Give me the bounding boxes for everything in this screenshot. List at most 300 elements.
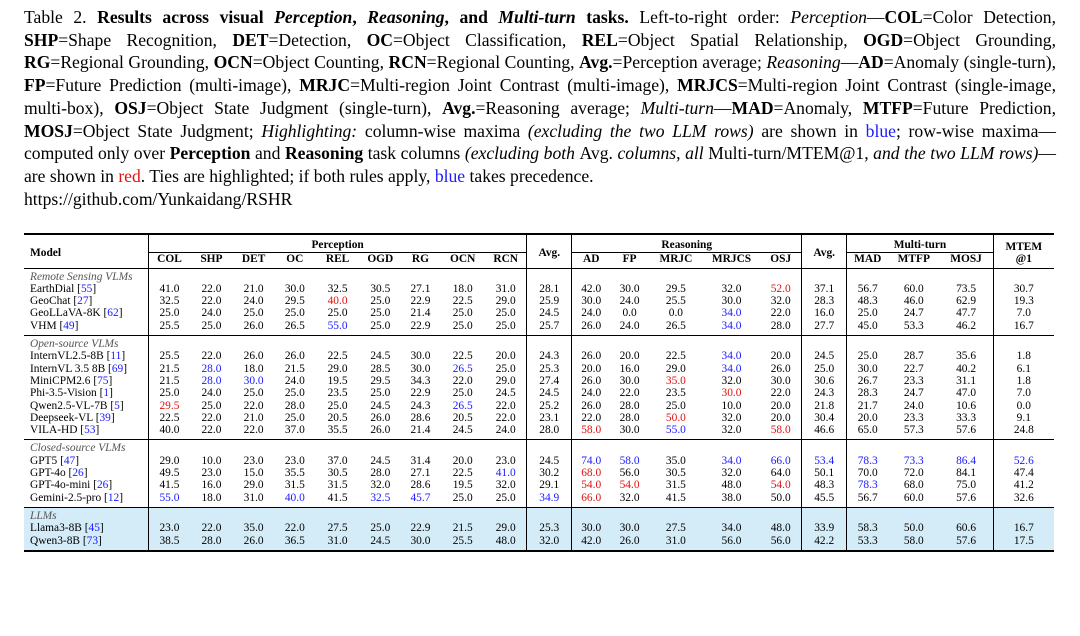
table-cell: 0.0 <box>622 307 637 320</box>
table-cell: 45.5 <box>802 492 847 508</box>
citation-link[interactable]: 11 <box>110 350 122 363</box>
table-cell: 24.0 <box>201 307 222 320</box>
table-cell: 6.1 <box>993 363 1054 375</box>
table-cell: 30.0 <box>572 522 610 534</box>
table-cell: 57.6 <box>940 535 994 551</box>
model-name: GeoChat [27] <box>30 295 93 308</box>
citation-link[interactable]: 75 <box>97 374 109 387</box>
table-cell: 25.0 <box>284 411 305 424</box>
table-cell: 25.0 <box>370 319 391 332</box>
model-name: InternVL 3.5 8B [69] <box>30 362 128 375</box>
table-section <box>24 507 1054 550</box>
table-cell: 30.5 <box>665 467 686 480</box>
table-cell: 73.3 <box>903 454 924 467</box>
table-cell: 73.5 <box>956 282 977 295</box>
citation-link[interactable]: 5 <box>114 399 120 412</box>
table-cell: 23.3 <box>903 374 924 387</box>
table-cell: 18.0 <box>201 491 222 504</box>
table-cell: 55.0 <box>327 319 348 332</box>
table-cell: 22.0 <box>495 399 516 412</box>
table-cell: 86.4 <box>956 454 977 467</box>
table-row <box>24 295 1054 307</box>
table-cell: 20.0 <box>770 411 791 424</box>
header-col-rg: RG <box>411 253 429 266</box>
table-cell: 24.0 <box>572 307 610 319</box>
table-header <box>24 234 1054 268</box>
table-cell: 16.7 <box>993 320 1054 336</box>
table-cell: 48.0 <box>760 522 801 534</box>
table-cell: 25.0 <box>243 387 264 400</box>
table-cell: 48.3 <box>802 479 847 491</box>
table-cell: 48.3 <box>847 295 888 307</box>
table-cell: 54.0 <box>770 479 791 492</box>
table-cell: 21.5 <box>284 362 305 375</box>
table-cell: 22.0 <box>201 295 222 308</box>
table-cell: 32.5 <box>149 295 190 307</box>
table-cell: 60.0 <box>903 491 924 504</box>
table-row <box>24 467 1054 479</box>
table-cell: 29.0 <box>495 295 516 308</box>
table-cell: 29.0 <box>665 362 686 375</box>
header-col-mad: MAD <box>847 253 888 268</box>
group-label: Open-source VLMs <box>30 338 119 351</box>
table-cell: 26.0 <box>572 375 610 387</box>
citation-link[interactable]: 26 <box>72 467 84 480</box>
table-cell: 30.0 <box>619 374 640 387</box>
table-cell: 52.0 <box>770 282 791 295</box>
table-cell: 25.5 <box>149 320 190 336</box>
model-name: GPT-4o-mini [26] <box>30 479 113 492</box>
table-cell: 53.3 <box>847 535 888 551</box>
model-name: InternVL2.5-8B [11] <box>30 350 126 363</box>
table-cell: 25.0 <box>360 522 401 534</box>
table-cell: 25.0 <box>149 387 190 399</box>
table-cell: 26.5 <box>284 319 305 332</box>
table-cell: 25.0 <box>847 307 888 319</box>
table-cell: 22.0 <box>201 282 222 295</box>
table-cell: 56.0 <box>703 535 761 551</box>
table-cell: 26.0 <box>233 535 274 551</box>
table-cell: 29.5 <box>370 374 391 387</box>
table-caption: Table 2. Results across visual Perception, Reasoning, and Multi-turn tasks. Left-to-right order: Perception—COL=Color Detection, SHP=Shape Recognition, DET=Detection, OC=Object Classification, REL=Object Spatial Relationship, OGD=Object Grounding, RG=Regional Grounding, OCN=Object Counting, RCN=Regional Counting, Avg.=Perception average; Reasoning—AD=Anomaly (single-turn), FP=Future Prediction (multi-image), MRJC=Multi-region Joint Contrast (multi-image), MRJCS=Multi-region Joint Contrast (single-image, multi-box), OSJ=Object State Judgment (single-turn), Avg.=Reasoning average; Multi-turn—MAD=Anomaly, MTFP=Future Prediction, MOSJ=Object State Judgment; Highlighting: column-wise maxima (excluding the two LLM rows) are shown in blue; row-wise maxima—computed only over Perception and Reasoning task columns (excluding both Avg. columns, all Multi-turn/MTEM@1, and the two LLM rows)—are shown in red. Ties are highlighted; if both rules apply, blue takes precedence. https://github.com/Yunkaidang/RSHR <box>24 7 1057 209</box>
table-cell: 56.0 <box>619 467 640 480</box>
table-cell: 32.0 <box>721 374 742 387</box>
table-cell: 32.0 <box>721 282 742 295</box>
table-cell: 28.0 <box>284 399 305 412</box>
table-cell: 30.0 <box>847 363 888 375</box>
table-cell: 22.5 <box>452 467 473 480</box>
citation-link[interactable]: 1 <box>103 387 110 400</box>
table-cell: 28.0 <box>527 424 572 440</box>
table-cell: 55.0 <box>665 424 686 437</box>
table-cell: 78.3 <box>847 479 888 491</box>
table-cell: 26.5 <box>665 319 686 332</box>
table-cell: 22.5 <box>665 350 686 363</box>
table-cell: 30.0 <box>243 374 264 387</box>
table-cell: 29.0 <box>327 362 348 375</box>
table-cell: 26.0 <box>610 535 649 551</box>
table-cell: 26.0 <box>770 362 791 375</box>
table-row <box>24 350 1054 362</box>
table-cell: 22.0 <box>243 399 264 412</box>
citation-link[interactable]: 39 <box>99 411 111 424</box>
table-cell: 23.3 <box>903 411 924 424</box>
table-cell: 32.0 <box>721 411 742 424</box>
table-cell: 25.5 <box>149 350 190 362</box>
table-cell: 26.0 <box>243 350 264 363</box>
table-cell: 25.0 <box>495 319 516 332</box>
table-cell: 40.0 <box>284 491 305 504</box>
table-cell: 25.0 <box>327 399 348 412</box>
table-cell: 68.0 <box>903 479 924 492</box>
table-cell: 27.4 <box>527 375 572 387</box>
table-cell: 27.7 <box>802 320 847 336</box>
table-cell: 25.3 <box>527 522 572 534</box>
model-name: Qwen3-8B [73] <box>24 535 149 551</box>
table-cell: 22.0 <box>274 522 315 534</box>
table-cell: 32.0 <box>619 491 640 504</box>
table-cell: 35.0 <box>233 522 274 534</box>
table-cell: 28.3 <box>802 295 847 307</box>
table-cell: 31.5 <box>284 479 305 492</box>
table-cell: 37.0 <box>284 424 305 437</box>
table-cell: 25.3 <box>527 363 572 375</box>
table-cell: 22.0 <box>495 411 516 424</box>
header-col-shp: SHP <box>200 253 223 266</box>
table-cell: 53.4 <box>802 455 847 467</box>
table-cell: 31.0 <box>315 535 359 551</box>
header-col-mtfp: MTFP <box>897 253 930 266</box>
table-cell: 48.0 <box>485 535 526 551</box>
table-cell: 25.0 <box>149 307 190 319</box>
table-cell: 32.0 <box>721 467 742 480</box>
table-cell: 24.8 <box>993 424 1054 440</box>
table-cell: 24.5 <box>802 350 847 362</box>
table-cell: 32.0 <box>495 479 516 492</box>
header-multiturn: Multi-turn <box>847 234 993 253</box>
table-cell: 22.0 <box>770 307 791 320</box>
table-cell: 20.0 <box>770 399 791 412</box>
table-cell: 37.0 <box>327 454 348 467</box>
table-cell: 21.7 <box>847 400 888 412</box>
table-cell: 0.0 <box>993 400 1054 412</box>
table-cell: 25.0 <box>847 350 888 362</box>
table-cell: 54.0 <box>572 479 610 491</box>
header-avg-perception: Avg. <box>527 234 572 268</box>
table-cell: 23.0 <box>201 467 222 480</box>
table-cell: 31.4 <box>410 454 431 467</box>
table-row <box>24 375 1054 387</box>
table-row <box>24 387 1054 399</box>
header-col-mrjcs: MRJCS <box>711 253 752 266</box>
header-col-ad: AD <box>572 253 610 268</box>
header-col-rel: REL <box>325 253 350 266</box>
table-cell: 28.6 <box>410 479 431 492</box>
header-col-det: DET <box>241 253 266 266</box>
table-cell: 24.0 <box>201 387 222 400</box>
table-cell: 25.0 <box>802 363 847 375</box>
table-cell: 45.0 <box>847 320 888 336</box>
table-cell: 34.0 <box>721 350 742 363</box>
citation-link[interactable]: 69 <box>111 362 124 375</box>
table-cell: 41.5 <box>327 491 348 504</box>
caption-label: Table 2. <box>24 7 98 27</box>
table-cell: 21.8 <box>802 400 847 412</box>
table-cell: 30.0 <box>284 282 305 295</box>
table-cell: 31.0 <box>495 282 516 295</box>
table-cell: 23.1 <box>527 412 572 424</box>
table-cell: 30.0 <box>721 295 742 308</box>
table-cell: 22.5 <box>149 412 190 424</box>
citation-link[interactable]: 12 <box>107 491 120 504</box>
table-cell: 32.5 <box>370 491 391 504</box>
table-cell: 22.0 <box>770 387 791 400</box>
table-cell: 42.0 <box>572 283 610 295</box>
table-cell: 1.8 <box>993 375 1054 387</box>
table-cell: 25.0 <box>201 399 222 412</box>
table-cell: 19.5 <box>452 479 473 492</box>
table-cell: 24.0 <box>284 374 305 387</box>
table-cell: 35.0 <box>665 454 686 467</box>
citation-link[interactable]: 47 <box>63 454 76 467</box>
table-cell: 24.5 <box>527 307 572 319</box>
table-cell: 21.5 <box>440 522 485 534</box>
table-cell: 49.5 <box>149 467 190 479</box>
table-cell: 18.0 <box>452 282 473 295</box>
table-cell: 29.5 <box>665 282 686 295</box>
citation-link[interactable]: 53 <box>84 424 96 437</box>
table-cell: 20.5 <box>327 411 348 424</box>
table-cell: 30.0 <box>619 282 640 295</box>
table-cell: 9.1 <box>993 412 1054 424</box>
table-cell: 60.6 <box>940 522 994 534</box>
table-cell: 28.0 <box>770 319 791 332</box>
table-cell: 25.0 <box>327 307 348 320</box>
table-cell: 23.5 <box>665 387 686 400</box>
table-cell: 24.5 <box>370 399 391 412</box>
table-cell: 22.0 <box>243 424 264 437</box>
table-cell: 26.0 <box>284 350 305 363</box>
table-cell: 30.5 <box>370 282 391 295</box>
table-cell: 30.0 <box>410 362 431 375</box>
table-cell: 21.4 <box>410 307 431 320</box>
table-cell: 21.0 <box>243 411 264 424</box>
model-name: MiniCPM2.6 [75] <box>30 374 113 387</box>
citation-link[interactable]: 55 <box>80 282 93 295</box>
table-cell: 25.0 <box>452 319 473 332</box>
table-cell: 28.0 <box>370 467 391 480</box>
model-name: GPT-4o [26] <box>30 467 88 480</box>
model-name: Gemini-2.5-pro [12] <box>30 491 124 504</box>
table-cell: 34.0 <box>721 319 742 332</box>
table-cell: 58.3 <box>847 522 888 534</box>
table-cell: 57.6 <box>956 424 977 437</box>
table-cell: 57.3 <box>903 424 924 437</box>
table-cell: 78.3 <box>847 455 888 467</box>
table-cell: 29.0 <box>149 455 190 467</box>
table-cell: 68.0 <box>572 467 610 479</box>
table-cell: 25.0 <box>665 399 686 412</box>
table-cell: 47.0 <box>956 387 977 400</box>
citation-link[interactable]: 49 <box>63 319 75 332</box>
model-name: GeoLLaVA-8K [62] <box>30 307 123 320</box>
table-cell: 24.7 <box>903 387 924 400</box>
citation-link[interactable]: 62 <box>107 307 119 320</box>
table-cell: 45.7 <box>410 491 431 504</box>
table-cell: 28.0 <box>201 362 222 375</box>
table-cell: 22.9 <box>410 319 431 332</box>
header-col-fp: FP <box>622 253 637 266</box>
table-cell: 53.3 <box>903 319 924 332</box>
table-cell: 22.5 <box>452 295 473 308</box>
model-name: EarthDial [55] <box>30 282 97 295</box>
header-reasoning: Reasoning <box>572 234 802 253</box>
citation-link[interactable]: 73 <box>86 534 99 547</box>
table-cell: 10.0 <box>201 454 222 467</box>
table-cell: 25.0 <box>495 491 516 504</box>
table-row <box>24 320 1054 336</box>
table-cell: 50.0 <box>665 411 686 424</box>
table-cell: 36.5 <box>274 535 315 551</box>
table-cell: 26.0 <box>243 319 264 332</box>
table-cell: 24.5 <box>495 387 516 400</box>
table-cell: 33.9 <box>802 522 847 534</box>
table-cell: 19.3 <box>993 295 1054 307</box>
table-cell: 22.0 <box>572 412 610 424</box>
table-cell: 27.5 <box>315 522 359 534</box>
table-cell: 19.5 <box>327 374 348 387</box>
table-cell: 37.1 <box>802 283 847 295</box>
table-row <box>24 455 1054 467</box>
table-cell: 29.5 <box>284 295 305 308</box>
table-cell: 24.0 <box>572 387 610 399</box>
table-cell: 24.5 <box>452 424 473 437</box>
table-cell: 57.6 <box>956 491 977 504</box>
table-cell: 70.0 <box>847 467 888 479</box>
table-cell: 41.2 <box>993 479 1054 491</box>
table-cell: 28.7 <box>903 350 924 363</box>
header-perception: Perception <box>149 234 527 253</box>
table-cell: 58.0 <box>770 424 791 437</box>
results-table <box>24 233 1054 552</box>
table-cell: 25.0 <box>495 362 516 375</box>
table-cell: 27.5 <box>649 522 703 534</box>
table-cell: 66.0 <box>572 492 610 508</box>
table-cell: 26.0 <box>572 320 610 336</box>
table-cell: 52.6 <box>993 455 1054 467</box>
citation-link[interactable]: 45 <box>88 522 100 535</box>
table-cell: 30.0 <box>721 387 742 400</box>
citation-link[interactable]: 27 <box>77 295 89 308</box>
table-section <box>24 268 1054 335</box>
table-cell: 22.5 <box>327 350 348 363</box>
model-name: Llama3-8B [45] <box>24 522 149 534</box>
table-cell: 34.0 <box>703 522 761 534</box>
header-avg-reasoning: Avg. <box>802 234 847 268</box>
group-label: LLMs <box>24 507 149 522</box>
table-cell: 7.0 <box>993 307 1054 319</box>
table-cell: 32.0 <box>770 295 791 308</box>
table-cell: 24.3 <box>802 387 847 399</box>
table-cell: 26.0 <box>370 411 391 424</box>
table-cell: 34.9 <box>527 492 572 508</box>
header-col-mrjc: MRJC <box>659 253 693 266</box>
table-cell: 22.5 <box>452 350 473 363</box>
table-cell: 58.0 <box>888 535 939 551</box>
header-col-col: COL <box>149 253 190 268</box>
table-cell: 23.0 <box>243 454 264 467</box>
table-cell: 28.3 <box>847 387 888 399</box>
table-cell: 24.0 <box>619 295 640 308</box>
table-cell: 31.0 <box>243 491 264 504</box>
table-cell: 22.0 <box>201 350 222 363</box>
table-cell: 27.1 <box>410 467 431 480</box>
table-cell: 32.0 <box>721 424 742 437</box>
table-cell: 21.0 <box>243 282 264 295</box>
table-cell: 0.0 <box>668 307 684 320</box>
table-cell: 25.0 <box>452 387 473 400</box>
repo-link[interactable]: https://github.com/Yunkaidang/RSHR <box>24 188 293 209</box>
table-cell: 32.6 <box>993 492 1054 508</box>
model-name: VILA-HD [53] <box>30 424 100 437</box>
table-cell: 25.9 <box>527 295 572 307</box>
table-cell: 47.4 <box>993 467 1054 479</box>
table-cell: 16.0 <box>619 362 640 375</box>
table-cell: 10.0 <box>721 399 742 412</box>
table-cell: 28.0 <box>201 374 222 387</box>
table-cell: 20.0 <box>619 350 640 363</box>
table-cell: 29.0 <box>243 479 264 492</box>
table-row <box>24 412 1054 424</box>
table-row <box>24 363 1054 375</box>
table-cell: 30.7 <box>993 283 1054 295</box>
table-cell: 21.4 <box>410 424 431 437</box>
table-cell: 30.0 <box>572 295 610 307</box>
table-cell: 32.5 <box>327 282 348 295</box>
table-cell: 25.0 <box>370 387 391 400</box>
table-cell: 55.0 <box>149 492 190 508</box>
table-cell: 22.0 <box>619 387 640 400</box>
table-cell: 40.0 <box>149 424 190 440</box>
table-cell: 25.0 <box>201 319 222 332</box>
table-cell: 31.5 <box>327 479 348 492</box>
table-cell: 25.5 <box>665 295 686 308</box>
table-cell: 84.1 <box>956 467 977 480</box>
table-cell: 30.2 <box>527 467 572 479</box>
table-cell: 34.0 <box>721 362 742 375</box>
table-cell: 22.0 <box>201 411 222 424</box>
table-cell: 35.5 <box>327 424 348 437</box>
group-label: Closed-source VLMs <box>30 442 126 455</box>
table-cell: 22.0 <box>201 424 222 437</box>
table-cell: 41.0 <box>149 283 190 295</box>
table-cell: 22.7 <box>903 362 924 375</box>
table-cell: 28.0 <box>190 535 233 551</box>
table-cell: 34.3 <box>410 374 431 387</box>
table-cell: 20.0 <box>572 363 610 375</box>
table-cell: 26.0 <box>572 350 610 362</box>
table-cell: 30.4 <box>802 412 847 424</box>
table-cell: 25.0 <box>243 307 264 320</box>
table-cell: 29.0 <box>495 374 516 387</box>
citation-link[interactable]: 26 <box>96 479 109 492</box>
table-cell: 25.2 <box>527 400 572 412</box>
table-cell: 41.0 <box>495 467 516 480</box>
table-cell: 47.7 <box>956 307 977 320</box>
table-cell: 25.0 <box>452 491 473 504</box>
table-cell: 58.0 <box>572 424 610 440</box>
table-cell: 26.0 <box>370 424 391 437</box>
